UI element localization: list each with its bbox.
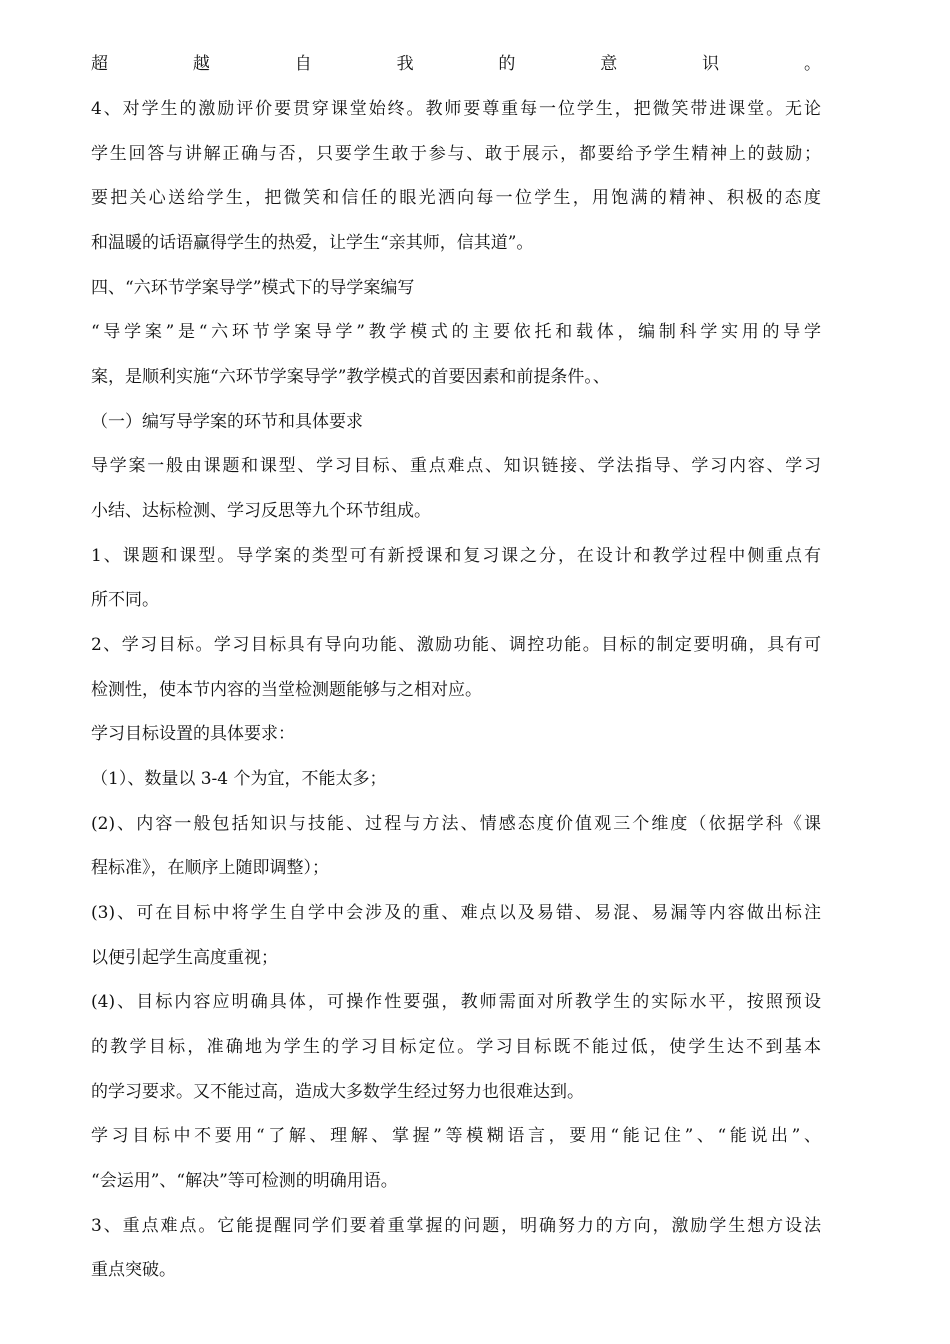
list-item: (2)、内容一般包括知识与技能、过程与方法、情感态度价值观三个维度（依据学科《课 [91, 814, 821, 834]
text-line: 学习目标中不要用“了解、理解、掌握”等模糊语言，要用“能记住”、“能说出”、 [91, 1126, 821, 1146]
text-line: 导学案一般由课题和课型、学习目标、重点难点、知识链接、学法指导、学习内容、学习 [91, 456, 821, 476]
list-item: （1）、数量以 3-4 个为宜，不能太多； [91, 769, 387, 789]
text-line: 所不同。 [91, 590, 159, 610]
list-item: (4)、目标内容应明确具体，可操作性要强，教师需面对所教学生的实际水平，按照预设 [91, 992, 821, 1012]
text-line: 小结、达标检测、学习反思等九个环节组成。 [91, 501, 431, 521]
text-line: 案，是顺利实施“六环节学案导学”教学模式的首要因素和前提条件。、 [91, 367, 610, 387]
text-line: “会运用”、“解决”等可检测的明确用语。 [91, 1171, 398, 1191]
text-line: “导学案”是“六环节学案导学”教学模式的主要依托和载体，编制科学实用的导学 [91, 322, 821, 342]
text-line: 学生回答与讲解正确与否，只要学生敢于参与、敢于展示，都要给予学生精神上的鼓励； [91, 144, 821, 164]
text-line: 的学习要求。又不能过高，造成大多数学生经过努力也很难达到。 [91, 1082, 584, 1102]
text-line: 和温暖的话语赢得学生的热爱，让学生“亲其师，信其道”。 [91, 233, 534, 253]
list-item: (3)、可在目标中将学生自学中会涉及的重、难点以及易错、易混、易漏等内容做出标注 [91, 903, 821, 923]
text-line: 程标准》，在顺序上随即调整）； [91, 858, 329, 878]
text-line: 3、重点难点。它能提醒同学们要着重掌握的问题，明确努力的方向，激励学生想方设法 [91, 1216, 821, 1236]
text-line: 1、课题和课型。导学案的类型可有新授课和复习课之分，在设计和教学过程中侧重点有 [91, 546, 821, 566]
text-line: 检测性，使本节内容的当堂检测题能够与之相对应。 [91, 680, 482, 700]
text-line: 重点突破。 [91, 1260, 176, 1280]
text-line: 要把关心送给学生，把微笑和信任的眼光洒向每一位学生，用饱满的精神、积极的态度 [91, 188, 821, 208]
text-line: 4、对学生的激励评价要贯穿课堂始终。教师要尊重每一位学生，把微笑带进课堂。无论 [91, 99, 821, 119]
subsection-heading: （一）编写导学案的环节和具体要求 [91, 412, 363, 432]
section-heading: 四、“六环节学案导学”模式下的导学案编写 [91, 278, 415, 298]
text-line: 超越自我的意识。 [91, 54, 821, 74]
text-line: 学习目标设置的具体要求： [91, 724, 295, 744]
text-line: 的教学目标，准确地为学生的学习目标定位。学习目标既不能过低，使学生达不到基本 [91, 1037, 821, 1057]
text-line: 2、学习目标。学习目标具有导向功能、激励功能、调控功能。目标的制定要明确，具有可 [91, 635, 821, 655]
text-line: 以便引起学生高度重视； [91, 948, 278, 968]
